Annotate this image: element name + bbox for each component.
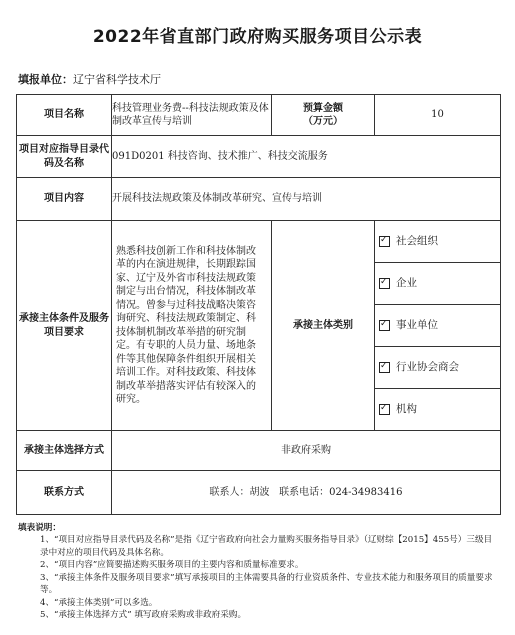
entity-type-options <box>375 221 501 431</box>
project-content-label: 项目内容 <box>17 178 112 221</box>
note-item: 1、“项目对应指导目录代码及名称”是指《辽宁省政府向社会力量购买服务指导目录》（辽财综【2015】455号）三级目录中对应的项目代码及具体名称。 <box>40 535 493 558</box>
entity-option-social-org[interactable] <box>375 221 500 263</box>
project-name-label: 项目名称 <box>17 95 112 136</box>
entity-option-agency[interactable] <box>375 389 500 430</box>
row-contact <box>17 471 501 515</box>
selection-method-value: 非政府采购 <box>112 431 501 471</box>
checkbox-checked-icon <box>379 320 390 331</box>
entity-option-label: 社会组织 <box>396 235 438 248</box>
budget-value: 10 <box>375 95 501 136</box>
entity-option-label: 企业 <box>396 277 417 290</box>
project-name-value: 科技管理业务费--科技法规政策及体制改革宣传与培训 <box>112 95 272 136</box>
filing-unit-label: 填报单位： <box>18 73 73 86</box>
row-selection-method <box>17 431 501 471</box>
project-content-value: 开展科技法规政策及体制改革研究、宣传与培训 <box>112 178 501 221</box>
filing-unit <box>18 71 161 87</box>
budget-label: 预算金额 （万元） <box>272 95 375 136</box>
selection-method-label: 承接主体选择方式 <box>17 431 112 471</box>
filling-notes <box>18 522 498 622</box>
checkbox-checked-icon <box>379 236 390 247</box>
entity-type-label: 承接主体类别 <box>272 221 375 431</box>
notes-heading: 填表说明： <box>18 523 61 533</box>
contact-value: 联系人：胡波 联系电话：024-34983416 <box>112 471 501 515</box>
guide-code-value: 091D0201 科技咨询、技术推广、科技交流服务 <box>112 136 501 178</box>
note-item: 3、“承接主体条件及服务项目要求”填写承接项目的主体需要具备的行业资质条件、专业技术能力和服务项目的质量要求等。 <box>40 572 493 596</box>
checkbox-checked-icon <box>379 278 390 289</box>
guide-code-label: 项目对应指导目录代码及名称 <box>17 136 112 178</box>
conditions-value: 熟悉科技创新工作和科技体制改革的内在演进规律，长期跟踪国家、辽宁及外省市科技法规政策制定与出台情况，科技体制改革情况。曾参与过科技战略决策咨询研究、科技法规政策制定、科技体制机制改革举措的研究制定。有专职的人员力量、场地条件等其他保障条件组织开展相关培训工作。对科技政策、科技体制改革举措落实评估有较深入的研究。 <box>112 221 272 431</box>
row-conditions <box>17 221 501 431</box>
entity-option-label: 机构 <box>396 403 417 416</box>
row-project-name <box>17 95 501 136</box>
conditions-label: 承接主体条件及服务项目要求 <box>17 221 112 431</box>
checkbox-checked-icon <box>379 404 390 415</box>
entity-option-label: 行业协会商会 <box>396 361 459 374</box>
entity-option-industry-association[interactable] <box>375 347 500 389</box>
row-guide-code <box>17 136 501 178</box>
entity-option-label: 事业单位 <box>396 319 438 332</box>
project-form-table <box>16 94 501 515</box>
entity-option-public-institution[interactable] <box>375 305 500 347</box>
checkbox-checked-icon <box>379 362 390 373</box>
note-item: 4、“承接主体类别”可以多选。 <box>40 597 158 608</box>
note-item: 5、“承接主体选择方式” 填写政府采购或非政府采购。 <box>40 610 247 621</box>
page-title: 2022年省直部门政府购买服务项目公示表 <box>92 27 423 47</box>
note-item: 2、“项目内容”应简要描述购买服务项目的主要内容和质量标准要求。 <box>40 560 304 571</box>
row-project-content <box>17 178 501 221</box>
filing-unit-value: 辽宁省科学技术厅 <box>73 73 161 86</box>
entity-option-enterprise[interactable] <box>375 263 500 305</box>
contact-label: 联系方式 <box>17 471 112 515</box>
